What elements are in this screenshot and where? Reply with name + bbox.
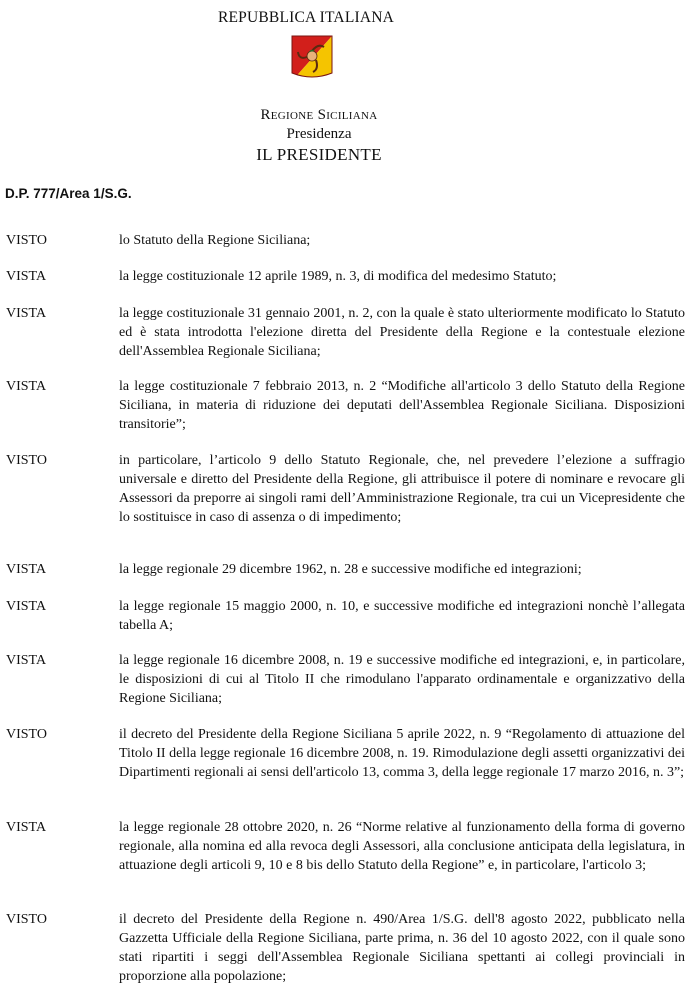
clause-keyword: VISTA <box>6 599 47 614</box>
decree-id: D.P. 777/Area 1/S.G. <box>5 186 132 201</box>
republic-title: REPUBBLICA ITALIANA <box>217 9 395 26</box>
clause-text: il decreto del Presidente della Regione Siciliana 5 aprile 2022, n. 9 “Regolamento di attuazione del Titolo II della legge regionale 16 dicembre 2008, n. 19. Rimodulazione degli assetti organizzativi dei Dipartimenti regionali ai sensi dell'articolo 13, comma 3, della legge regionale 17 marzo 2016, n. 3”; <box>119 727 685 780</box>
clause-text: la legge costituzionale 12 aprile 1989, n. 3, di modifica del medesimo Statuto; <box>119 269 557 284</box>
clause-keyword: VISTO <box>6 453 47 468</box>
sicily-emblem-icon <box>291 35 333 81</box>
clause-text: la legge regionale 16 dicembre 2008, n. 19 e successive modifiche ed integrazioni, e, in particolare, le disposizioni di cui al Titolo II che rimodulano l'apparato ordinamentale e organizzativo della Regione Siciliana; <box>119 653 685 706</box>
clause-keyword: VISTA <box>6 269 47 284</box>
clause-keyword: VISTO <box>6 727 47 742</box>
clause-text: la legge regionale 29 dicembre 1962, n. 28 e successive modifiche ed integrazioni; <box>119 562 582 577</box>
clause-keyword: VISTA <box>6 820 47 835</box>
clause-keyword: VISTA <box>6 562 47 577</box>
clause-text: lo Statuto della Regione Siciliana; <box>119 233 311 248</box>
clause-keyword: VISTA <box>6 379 47 394</box>
president-title: IL PRESIDENTE <box>256 145 382 164</box>
clause-keyword: VISTO <box>6 233 47 248</box>
clause-text: in particolare, l’articolo 9 dello Statuto Regionale, che, nel prevedere l’elezione a suffragio universale e diretto del Presidente della Regione, gli attribuisce il potere di nominare e revocare gli Assessori da preporre ai singoli rami dell’Amministrazione Regionale, tra cui un Vicepresidente che lo sostituisce in caso di assenza o di impedimento; <box>119 453 685 525</box>
clause-text: la legge regionale 15 maggio 2000, n. 10, e successive modifiche ed integrazioni nonchè l’allegata tabella A; <box>119 599 685 633</box>
clause-text: la legge costituzionale 31 gennaio 2001, n. 2, con la quale è stato ulteriormente modificato lo Statuto ed è stata introdotta l'elezione diretta del Presidente della Regione e la contestuale elezione dell'Assemblea Regionale Siciliana; <box>119 306 685 359</box>
clause-keyword: VISTA <box>6 306 47 321</box>
region-name: Regione Siciliana <box>260 107 378 123</box>
clause-keyword: VISTA <box>6 653 47 668</box>
clause-text: la legge costituzionale 7 febbraio 2013, n. 2 “Modifiche all'articolo 3 dello Statuto della Regione Siciliana, in materia di riduzione dei deputati dell'Assemblea Regionale Siciliana. Disposizioni transitorie”; <box>119 379 685 432</box>
clause-keyword: VISTO <box>6 912 47 927</box>
clause-text: il decreto del Presidente della Regione n. 490/Area 1/S.G. dell'8 agosto 2022, pubblicato nella Gazzetta Ufficiale della Regione Siciliana, parte prima, n. 36 del 10 agosto 2022, con il quale sono stati ripartiti i seggi dell'Assemblea Regionale Siciliana spettanti ai collegi provinciali in proporzione alla popolazione; <box>119 912 685 984</box>
clause-text: la legge regionale 28 ottobre 2020, n. 26 “Norme relative al funzionamento della forma di governo regionale, alla nomina ed alla revoca degli Assessori, alla conclusione anticipata della legislatura, in attuazione degli articoli 9, 10 e 8 bis dello Statuto della Regione” e, in particolare, l'articolo 3; <box>119 820 685 873</box>
presidenza-label: Presidenza <box>286 126 352 142</box>
